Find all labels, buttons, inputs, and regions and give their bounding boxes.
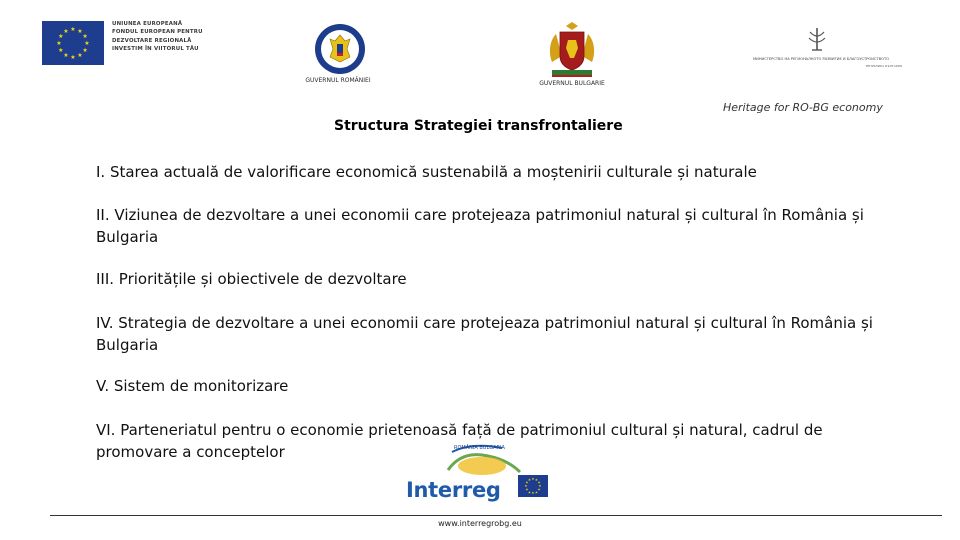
footer-divider xyxy=(50,515,942,516)
eu-star: ★ xyxy=(70,54,76,62)
eu-star: ★ xyxy=(63,27,69,35)
list-item: II. Viziunea de dezvoltare a unei economii care protejeaza patrimoniul natural și cultural în România și Bulgaria xyxy=(96,206,864,246)
ministry-name-text: МИНИСТЕРСТВО НА РЕГИОНАЛНОТО РАЗВИТИЕ И БЛАГОУСТРОЙСТВОТО xyxy=(753,57,889,61)
eu-fund-text xyxy=(112,20,203,54)
romania-government-emblem xyxy=(312,22,368,76)
ministry-subtitle-text: РЕПУБЛИКА БЪЛГАРИЯ xyxy=(865,64,902,68)
eu-line: DEZVOLTARE REGIONALĂ xyxy=(112,37,192,44)
list-item: III. Prioritățile și obiectivele de dezvoltare xyxy=(96,270,407,288)
eu-star: ★ xyxy=(537,480,541,485)
eu-star: ★ xyxy=(534,478,539,483)
eu-star: ★ xyxy=(77,27,83,35)
eu-star: ★ xyxy=(58,33,64,41)
list-item: IV. Strategia de dezvoltare a unei economii care protejeaza patrimoniul natural și cultural în România și Bulgaria xyxy=(96,314,873,354)
romania-government-caption: GUVERNUL ROMÂNIEI xyxy=(305,77,371,84)
eu-star: ★ xyxy=(525,480,529,485)
eu-star: ★ xyxy=(534,490,539,495)
eu-star: ★ xyxy=(70,26,76,34)
eu-star: ★ xyxy=(531,477,535,482)
bulgaria-government-caption: GUVERNUL BULGARIE xyxy=(539,80,605,87)
eu-star: ★ xyxy=(58,47,64,55)
list-item: I. Starea actuală de valorificare economică sustenabilă a moștenirii culturale și naturale xyxy=(96,163,757,181)
eu-star: ★ xyxy=(82,47,88,55)
eu-line: INVESTIM ÎN VIITORUL TĂU xyxy=(112,46,199,53)
eu-star: ★ xyxy=(538,484,542,489)
eu-flag-logo xyxy=(42,21,104,65)
website-link[interactable]: www.interregrobg.eu xyxy=(438,519,522,528)
interreg-logo-text: Interreg xyxy=(406,478,501,502)
heritage-label: Heritage for RO-BG economy xyxy=(723,101,883,114)
page-title: Structura Strategiei transfrontaliere xyxy=(334,118,623,134)
eu-star: ★ xyxy=(525,487,529,492)
interreg-tag-text: ROMÂNIA BULGARIA xyxy=(454,445,505,451)
eu-star: ★ xyxy=(84,40,90,48)
eu-star: ★ xyxy=(527,478,532,483)
eu-star: ★ xyxy=(82,33,88,41)
eu-line: FONDUL EUROPEAN PENTRU xyxy=(112,29,203,36)
eu-star: ★ xyxy=(77,52,83,60)
bulgaria-government-emblem xyxy=(538,18,606,78)
eu-star: ★ xyxy=(63,52,69,60)
eu-star: ★ xyxy=(537,487,541,492)
eu-star: ★ xyxy=(531,491,535,496)
list-item: VI. Parteneriatul pentru o economie prietenoasă față de patrimoniul cultural și natural, cadrul de promovare a conceptelor xyxy=(96,421,823,461)
eu-star: ★ xyxy=(527,490,532,495)
eu-star: ★ xyxy=(524,484,528,489)
footer-eu-flag-icon xyxy=(518,475,548,497)
list-item: V. Sistem de monitorizare xyxy=(96,377,289,395)
ministry-logo-icon xyxy=(804,26,830,54)
eu-star: ★ xyxy=(56,40,62,48)
eu-line: UNIUNEA EUROPEANĂ xyxy=(112,21,183,27)
interreg-graphic-icon xyxy=(442,440,524,478)
